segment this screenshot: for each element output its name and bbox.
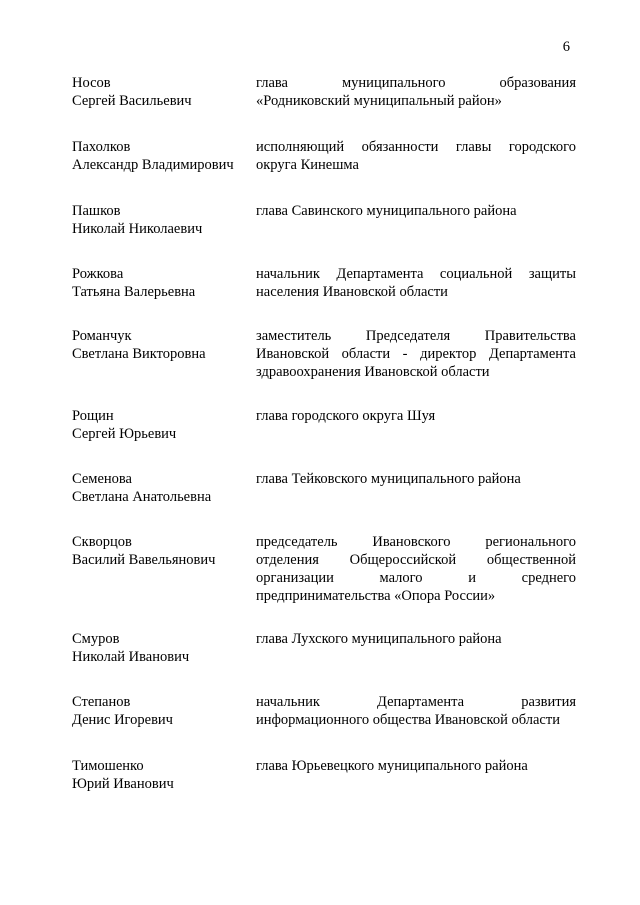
person-name: [72, 265, 252, 301]
position-description: [256, 533, 576, 605]
surname: Пахолков: [72, 139, 131, 155]
person-name: [72, 757, 252, 793]
position-description: [256, 202, 576, 220]
position-line: Ивановской области - директор Департамента: [256, 346, 576, 362]
position-line: глава городского округа Шуя: [256, 408, 436, 424]
position-line: «Родниковский муниципальный район»: [256, 93, 502, 109]
position-line: заместитель Председателя Правительства: [256, 328, 576, 344]
position-description: [256, 74, 576, 110]
surname: Скворцов: [72, 534, 132, 550]
position-line: начальник Департамента социальной защиты: [256, 266, 576, 282]
given-name: Василий Вавельянович: [72, 552, 216, 568]
person-name: [72, 693, 252, 729]
position-line: информационного общества Ивановской области: [256, 712, 560, 728]
position-line: глава Тейковского муниципального района: [256, 471, 521, 487]
surname: Смуров: [72, 631, 120, 647]
position-line: глава Савинского муниципального района: [256, 203, 517, 219]
position-description: [256, 470, 576, 488]
surname: Рожкова: [72, 266, 124, 282]
position-description: [256, 757, 576, 775]
position-line: организации малого и среднего: [256, 570, 576, 586]
position-line: округа Кинешма: [256, 157, 359, 173]
position-line: исполняющий обязанности главы городского: [256, 139, 576, 155]
surname: Степанов: [72, 694, 131, 710]
position-line: глава Юрьевецкого муниципального района: [256, 758, 528, 774]
person-name: [72, 74, 252, 110]
person-name: [72, 202, 252, 238]
person-name: [72, 470, 252, 506]
given-name: Светлана Анатольевна: [72, 489, 212, 505]
position-description: [256, 138, 576, 174]
position-description: [256, 630, 576, 648]
surname: Пашков: [72, 203, 121, 219]
position-line: глава Лухского муниципального района: [256, 631, 502, 647]
position-description: [256, 407, 576, 425]
given-name: Светлана Викторовна: [72, 346, 206, 362]
given-name: Татьяна Валерьевна: [72, 284, 196, 300]
surname: Рощин: [72, 408, 114, 424]
given-name: Николай Николаевич: [72, 221, 203, 237]
person-name: [72, 327, 252, 363]
person-name: [72, 533, 252, 569]
position-description: [256, 265, 576, 301]
given-name: Николай Иванович: [72, 649, 190, 665]
surname: Носов: [72, 75, 111, 91]
position-line: глава муниципального образования: [256, 75, 576, 91]
given-name: Александр Владимирович: [72, 157, 234, 173]
position-description: [256, 693, 576, 729]
given-name: Сергей Васильевич: [72, 93, 192, 109]
person-name: [72, 630, 252, 666]
surname: Семенова: [72, 471, 132, 487]
given-name: Денис Игоревич: [72, 712, 173, 728]
position-line: населения Ивановской области: [256, 284, 448, 300]
surname: Тимошенко: [72, 758, 144, 774]
position-line: предпринимательства «Опора России»: [256, 588, 496, 604]
given-name: Юрий Иванович: [72, 776, 174, 792]
person-name: [72, 138, 252, 174]
person-name: [72, 407, 252, 443]
surname: Романчук: [72, 328, 132, 344]
given-name: Сергей Юрьевич: [72, 426, 177, 442]
position-line: председатель Ивановского регионального: [256, 534, 576, 550]
position-description: [256, 327, 576, 381]
page-number: 6: [562, 39, 570, 55]
position-line: отделения Общероссийской общественной: [256, 552, 576, 568]
position-line: здравоохранения Ивановской области: [256, 364, 490, 380]
position-line: начальник Департамента развития: [256, 694, 576, 710]
